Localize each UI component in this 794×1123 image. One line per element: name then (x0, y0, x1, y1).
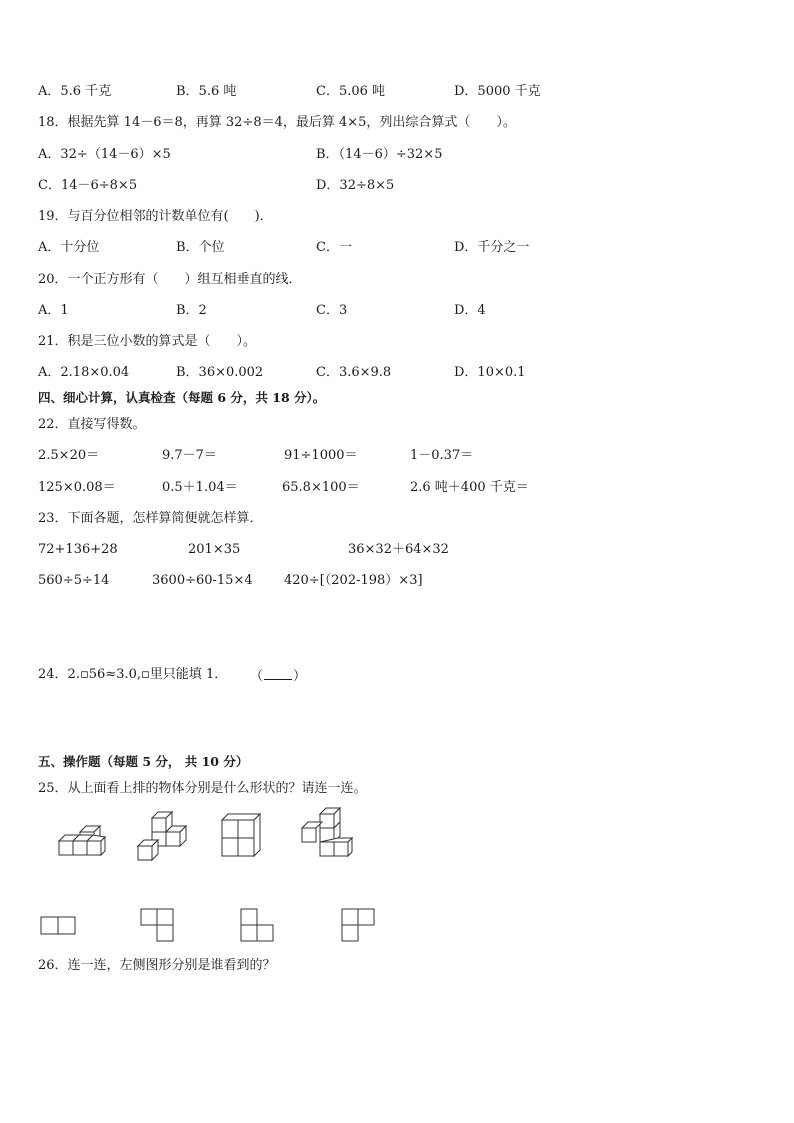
q25-object-3 (220, 812, 270, 858)
q25-view-shape-4 (341, 908, 377, 944)
q23-item: 560÷5÷14 (38, 573, 110, 588)
q20-option-a: A．1 (38, 303, 69, 318)
section-5-heading: 五、操作题（每题 5 分， 共 10 分） (38, 754, 249, 769)
q23-stem: 23．下面各题，怎样算简便就怎样算． (38, 511, 263, 526)
q22-item: 65.8×100＝ (282, 480, 360, 495)
q23-item: 420÷[（202-198）×3] (284, 573, 423, 588)
q25-object-1 (56, 822, 106, 858)
q23-item: 36×32＋64×32 (348, 542, 449, 557)
q21-option-a: A．2.18×0.04 (38, 365, 130, 380)
q19-stem: 19．与百分位相邻的计数单位有( )． (38, 209, 273, 224)
q25-view-shape-2 (140, 908, 176, 944)
q19-option-d: D．千分之一 (454, 240, 530, 255)
section-4-heading: 四、细心计算，认真检查（每题 6 分，共 18 分）。 (38, 390, 326, 405)
q20-option-b: B．2 (176, 303, 207, 318)
q21-option-c: C．3.6×9.8 (316, 365, 392, 380)
q23-item: 201×35 (188, 542, 241, 557)
q24-paren-open: （ (250, 669, 264, 684)
q17-option-d: D．5000 千克 (454, 84, 541, 99)
q18-option-a: A．32÷（14－6）×5 (38, 147, 171, 162)
q18-option-c: C．14－6÷8×5 (38, 178, 138, 193)
q21-stem: 21．积是三位小数的算式是（ ）。 (38, 334, 257, 349)
q22-stem: 22．直接写得数。 (38, 417, 146, 432)
q24-stem: 24．2.▫56≈3.0,▫里只能填 1． (38, 667, 228, 682)
q24-blank-line[interactable] (264, 667, 292, 680)
q23-item: 72+136+28 (38, 542, 118, 557)
q17-option-a: A．5.6 千克 (38, 84, 112, 99)
q22-item: 2.6 吨＋400 千克＝ (410, 480, 529, 495)
q25-view-shape-3 (240, 908, 276, 944)
q19-option-c: C．一 (316, 240, 352, 255)
q20-stem: 20．一个正方形有（ ）组互相垂直的线． (38, 272, 302, 287)
q23-item: 3600÷60-15×4 (152, 573, 253, 588)
q25-object-2 (136, 810, 188, 862)
q22-item: 1－0.37＝ (410, 448, 474, 463)
q22-item: 9.7－7＝ (162, 448, 217, 463)
q24-paren-close: ） (293, 669, 307, 684)
q22-item: 91÷1000＝ (284, 448, 358, 463)
q25-view-shape-1 (40, 916, 76, 936)
q25-object-4 (298, 806, 354, 860)
q21-option-d: D．10×0.1 (454, 365, 526, 380)
q22-item: 125×0.08＝ (38, 480, 116, 495)
q25-stem: 25．从上面看上排的物体分别是什么形状的？请连一连。 (38, 781, 367, 796)
q20-option-d: D．4 (454, 303, 486, 318)
q19-option-a: A．十分位 (38, 240, 100, 255)
q20-option-c: C．3 (316, 303, 348, 318)
q21-option-b: B．36×0.002 (176, 365, 264, 380)
q17-option-c: C．5.06 吨 (316, 84, 386, 99)
q26-stem: 26．连一连，左侧图形分别是谁看到的？ (38, 958, 276, 973)
q22-item: 0.5＋1.04＝ (162, 480, 238, 495)
q18-option-d: D．32÷8×5 (316, 178, 395, 193)
q18-option-b: B．（14－6）÷32×5 (316, 147, 443, 162)
q22-item: 2.5×20＝ (38, 448, 100, 463)
q17-option-b: B．5.6 吨 (176, 84, 237, 99)
q19-option-b: B．个位 (176, 240, 225, 255)
q24-answer-blank[interactable] (250, 667, 306, 685)
q18-stem: 18．根据先算 14－6＝8，再算 32÷8＝4，最后算 4×5，列出综合算式（ ）。 (38, 115, 516, 130)
